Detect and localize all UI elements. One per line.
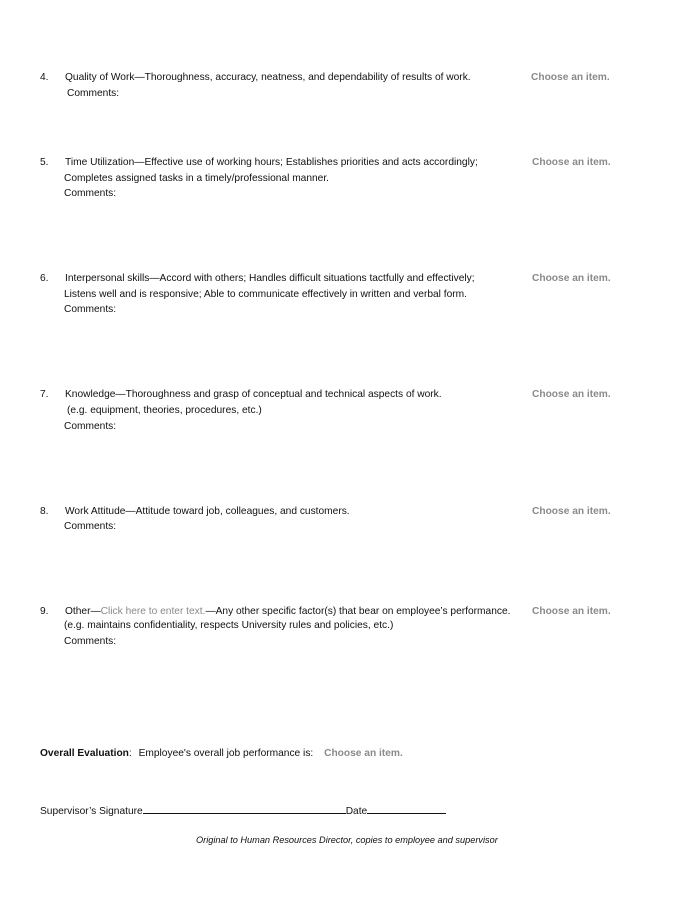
other-factor-text-field[interactable]: Click here to enter text. [100, 606, 206, 617]
date-line[interactable] [367, 803, 446, 814]
overall-rating-dropdown[interactable]: Choose an item. [324, 748, 403, 759]
rating-dropdown[interactable]: Choose an item. [532, 273, 611, 284]
comments-label: Comments: [67, 88, 120, 99]
item-title [65, 605, 510, 618]
rating-dropdown[interactable]: Choose an item. [531, 72, 610, 83]
item-number: 8. [40, 506, 49, 517]
supervisor-signature-label: Supervisor’s Signature [40, 806, 143, 817]
item-number: 7. [40, 389, 49, 400]
overall-evaluation-label: Overall Evaluation [40, 748, 129, 759]
signature-row [40, 803, 446, 818]
overall-evaluation [40, 747, 403, 760]
rating-dropdown[interactable]: Choose an item. [532, 157, 611, 168]
item-title: Quality of Work—Thoroughness, accuracy, neatness, and dependability of results of work. [65, 72, 471, 83]
supervisor-signature-line[interactable] [143, 803, 346, 814]
rating-dropdown[interactable]: Choose an item. [532, 389, 611, 400]
item-title-suffix: —Any other specific factor(s) that bear on employee’s performance. [205, 606, 511, 617]
comments-label: Comments: [64, 188, 117, 199]
item-title: Interpersonal skills—Accord with others; Handles difficult situations tactfully and effectively; [65, 273, 475, 284]
comments-label: Comments: [64, 521, 117, 532]
comments-label: Comments: [64, 421, 117, 432]
rating-dropdown[interactable]: Choose an item. [532, 506, 611, 517]
item-number: 5. [40, 157, 49, 168]
date-label: Date [345, 806, 368, 817]
rating-dropdown[interactable]: Choose an item. [532, 606, 611, 617]
item-number: 4. [40, 72, 49, 83]
item-description-line: (e.g. maintains confidentiality, respects University rules and policies, etc.) [64, 620, 394, 631]
comments-label: Comments: [64, 304, 117, 315]
item-description-line: Completes assigned tasks in a timely/professional manner. [64, 173, 330, 184]
item-description-line: (e.g. equipment, theories, procedures, etc.) [67, 405, 262, 416]
routing-note: Original to Human Resources Director, copies to employee and supervisor [196, 835, 498, 845]
item-number: 6. [40, 273, 49, 284]
item-description-line: Listens well and is responsive; Able to communicate effectively in written and verbal form. [64, 289, 467, 300]
item-title: Time Utilization—Effective use of working hours; Establishes priorities and acts accordingly; [65, 157, 478, 168]
comments-label: Comments: [64, 636, 117, 647]
item-title: Knowledge—Thoroughness and grasp of conceptual and technical aspects of work. [65, 389, 442, 400]
overall-evaluation-text: Employee's overall job performance is: [138, 748, 314, 759]
item-number: 9. [40, 606, 49, 617]
overall-evaluation-colon: : [128, 748, 132, 759]
item-title: Work Attitude—Attitude toward job, colleagues, and customers. [65, 506, 350, 517]
item-title-prefix: Other— [65, 606, 101, 617]
